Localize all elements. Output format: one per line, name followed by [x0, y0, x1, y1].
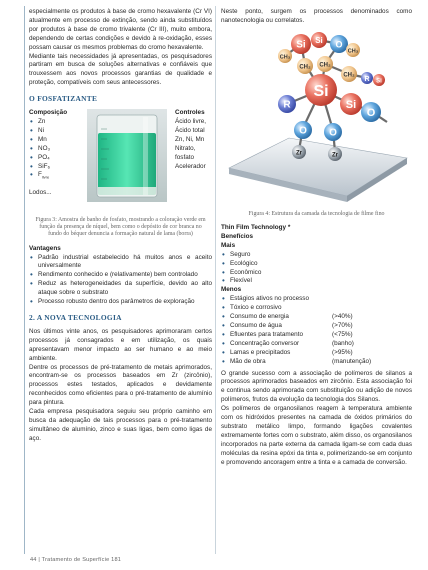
- atom-label: O: [329, 127, 337, 139]
- atom-label: CH₂: [299, 64, 311, 71]
- list-item: • Zn: [29, 118, 87, 127]
- subscript-livre: livre: [41, 174, 50, 180]
- list-item-label: F: [38, 171, 42, 179]
- section-heading-nova-tecnologia: 2. A NOVA TECNOLOGIA: [29, 313, 122, 323]
- controles-line: Acelerador: [175, 162, 206, 170]
- list-item: • Processo robusto dentro dos parâmetros de exploração: [29, 298, 212, 307]
- list-item: • Econômico: [221, 269, 412, 278]
- paragraph: Dentre os processos de pré-tratamento de metais aprimorados, encontram-se os processos baseados em Zr (zircônio), processos estes testados, aplicados e devidamente reconhecidos como eficientes para o pré-tratamento de alumínio para pintura.: [29, 363, 212, 407]
- list-item: • Ni: [29, 127, 87, 136]
- item-label: • Lamas e precipitados: [230, 348, 291, 356]
- list-item: [221, 349, 412, 358]
- paragraph: Nos últimos vinte anos, os pesquisadores aprimoraram certos processos já consagrados e em utilização, os quais apresentavam menor impacto ao ser humano e ao meio ambiente.: [29, 327, 212, 362]
- atom-label: R: [364, 75, 370, 83]
- item-value: (>95%): [332, 348, 353, 356]
- paragraph: Mediante tais necessidades já apresentadas, os pesquisadores partiram em busca de soluções alternativas e confiáveis que trouxessem aos novos processos garantias de qualidade e proteção, compatíveis com seus antecessores.: [29, 52, 212, 87]
- thin-film-title: Thin Film Technology *: [221, 224, 291, 232]
- list-item: [221, 304, 412, 313]
- list-item: [221, 295, 412, 304]
- item-value: (banho): [332, 339, 354, 347]
- item-label: • Tóxico e corrosivo: [230, 304, 282, 312]
- atom-label: O: [366, 106, 376, 119]
- list-item: • Padrão industrial estabelecido há muitos anos e aceito universalmente: [29, 254, 212, 272]
- controles-line: Ácido livre,: [175, 117, 207, 125]
- item-label: • Concentração conversor: [230, 339, 300, 347]
- list-item: [221, 313, 412, 322]
- paragraph: Os polímeros de organosilanos reagem à temperatura ambiente com os hidróxidos presentes na camada de óxidos primários do substrato metálico limpo, formando ligações covalentes extremamente fortes com o substrato, além disso, os organosilanos incorporados na parte externa da camada ligam-se com cada duas moléculas da resina epóxi da tinta e, polimerizando-se em conjunto e promovendo ancoragem entre a tinta e a camada de conversão.: [221, 405, 412, 466]
- column-divider: [215, 6, 216, 554]
- atom-label: R: [283, 99, 291, 111]
- left-margin-rule: [24, 6, 25, 554]
- list-item: • Rendimento conhecido e (relativamente) bem controlado: [29, 271, 212, 280]
- atom-label: Zr: [332, 152, 338, 159]
- controles-list: [175, 109, 212, 214]
- item-value: (<75%): [332, 330, 353, 338]
- atom-label: Si: [315, 35, 323, 45]
- list-item: [221, 331, 412, 340]
- list-item: • Flexível: [221, 277, 412, 286]
- atom-label: CH₂: [319, 62, 331, 69]
- list-item: [221, 340, 412, 349]
- list-item: • SiF₆: [29, 163, 87, 172]
- list-item: • NO₃: [29, 145, 87, 154]
- list-item: [29, 171, 87, 182]
- atom-label: Si: [345, 98, 357, 111]
- list-item: [221, 358, 412, 367]
- item-value: (manutenção): [332, 357, 372, 365]
- controles-title: Controles: [175, 109, 205, 117]
- list-item: [221, 322, 412, 331]
- fosfatizante-block: [29, 109, 212, 214]
- atom-label: O: [335, 39, 343, 50]
- controles-line: Nitrato, fosfato: [175, 144, 196, 161]
- right-column: [221, 8, 412, 467]
- thin-film-structure-figure: [221, 26, 412, 209]
- mais-list: [221, 251, 412, 287]
- page-footer: 44 | Tratamento de Superfície 181: [30, 557, 122, 563]
- intro-paragraph: Neste ponto, surgem os processos denominados como nanotecnologia ou correlatos.: [221, 8, 412, 24]
- fosfato-beaker-photo: [87, 109, 167, 202]
- atom-label: CH₃: [279, 54, 291, 61]
- atom-label: Si: [296, 39, 306, 51]
- controles-line: Ácido total: [175, 126, 205, 134]
- item-label: • Estágios ativos no processo: [230, 295, 309, 303]
- item-value: (>40%): [332, 313, 353, 321]
- paragraph: O grande sucesso com a associação de polímeros de silanos a processos aprimorados baseados em zircônio. Esta associação foi e continua sendo aprimorada com substituição ou adição de novos polímeros, frutos da evolução da tecnologia dos Silanos.: [221, 369, 412, 404]
- left-column: [29, 8, 212, 444]
- list-item: • Ecológico: [221, 260, 412, 269]
- atom-label: O: [299, 125, 307, 137]
- composicao-list: [29, 109, 87, 214]
- intro-paragraph: especialmente os produtos à base de cromo hexavalente (Cr VI) atualmente em processo de extinção, sendo ainda substituídos por produtos à base de cromo trivalente (Cr III), muito embora, dependendo de certas condições e devido à re-oxidação, esses possam causar os mesmos problemas do cromo hexavalente.: [29, 8, 212, 51]
- atom-label: CH₂: [343, 72, 355, 79]
- atom-label: Si: [313, 82, 329, 100]
- figure-4-caption: Figura 4: Estrutura da camada da tecnologia de filme fino: [248, 210, 385, 217]
- list-item: • Mn: [29, 136, 87, 145]
- figure-3-caption: Figura 3: Amostra de banho de fosfato, mostrando a coloração verde em função da presença de níquel, bem como o depósito de cor branca no fundo do béquer denuncia a formação natural de lama (borra): [35, 217, 206, 238]
- menos-list: [221, 295, 412, 366]
- composicao-title: Composição: [29, 109, 68, 117]
- atom-label: Si: [376, 78, 382, 85]
- section-heading-fosfatizante: O FOSFATIZANTE: [29, 94, 98, 104]
- menos-title: Menos: [221, 286, 242, 294]
- beneficios-title: Benefícios: [221, 232, 254, 240]
- mais-title: Mais: [221, 241, 236, 249]
- paragraph: Cada empresa pesquisadora seguiu seu próprio caminho em busca da adequação de tais processos para o pré-tratamento simultâneo de alumínio, zinco e suas ligas, bem como ligas de aço.: [29, 408, 212, 442]
- list-item: • PO₄: [29, 154, 87, 163]
- atom-label: Zr: [296, 150, 302, 157]
- item-label: • Efluentes para tratamento: [230, 330, 303, 338]
- item-label: • Mão de obra: [230, 357, 266, 365]
- item-value: (>70%): [332, 321, 353, 329]
- controles-line: Zn, Ni, Mn: [175, 135, 205, 143]
- atom-label: CH₃: [347, 48, 359, 55]
- list-item: • Reduz as heterogeneidades da superfície, devido ao alto ataque sobre o substrato: [29, 280, 212, 298]
- vantagens-title: Vantagens: [29, 244, 61, 252]
- vantagens-list: [29, 254, 212, 307]
- list-item: • Seguro: [221, 251, 412, 260]
- item-label: • Consumo de energia: [230, 313, 289, 321]
- lodos-label: Lodos...: [29, 188, 52, 196]
- item-label: • Consumo de água: [230, 321, 282, 329]
